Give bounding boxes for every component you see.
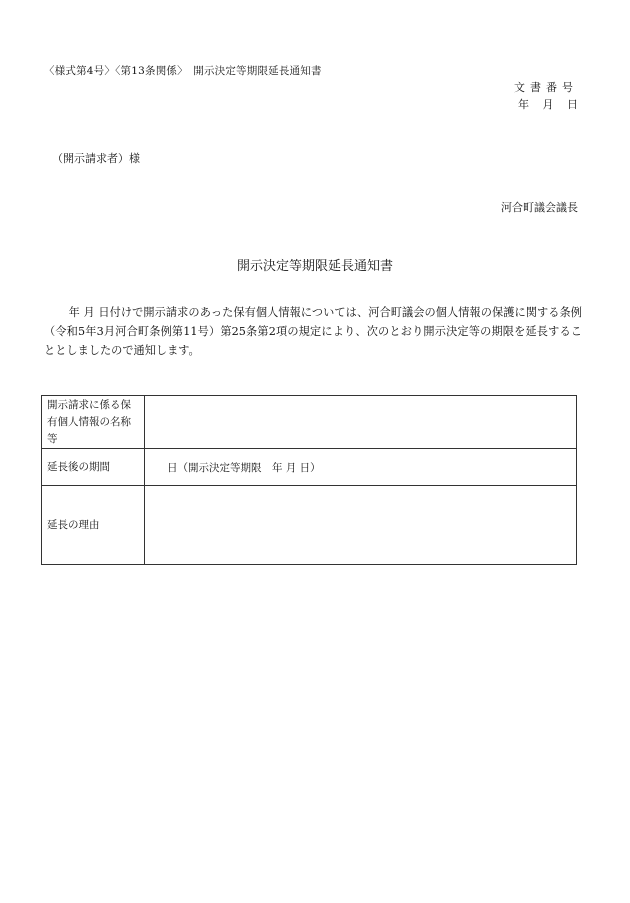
date-label: 年 月 日 xyxy=(518,98,578,111)
period-value: 日（開示決定等期限 年 月 日） xyxy=(145,449,577,486)
form-label: 〈様式第4号〉〈第13条関係〉 開示決定等期限延長通知書 xyxy=(44,65,322,77)
period-label: 延長後の期間 xyxy=(42,449,145,486)
info-name-value xyxy=(145,396,577,449)
table-row-period xyxy=(42,449,577,486)
table-row-reason xyxy=(42,486,577,565)
info-name-label: 開示請求に係る保有個人情報の名称等 xyxy=(42,396,145,449)
document-title: 開示決定等期限延長通知書 xyxy=(236,259,393,274)
sender: 河合町議会議長 xyxy=(501,201,578,214)
reason-label: 延長の理由 xyxy=(42,486,145,565)
table-row-info-name xyxy=(42,396,577,449)
reason-value xyxy=(145,486,577,565)
info-table xyxy=(41,395,577,565)
document-number-label: 文書番号 xyxy=(514,81,578,94)
body-paragraph: 年 月 日付けで開示請求のあった保有個人情報については、河合町議会の個人情報の保護に関する条例（令和5年3月河合町条例第11号）第25条第2項の規定により、次のとおり開示決定等の期限を延長することとしましたので通知します。 xyxy=(44,306,582,357)
addressee: （開示請求者）様 xyxy=(52,152,140,165)
